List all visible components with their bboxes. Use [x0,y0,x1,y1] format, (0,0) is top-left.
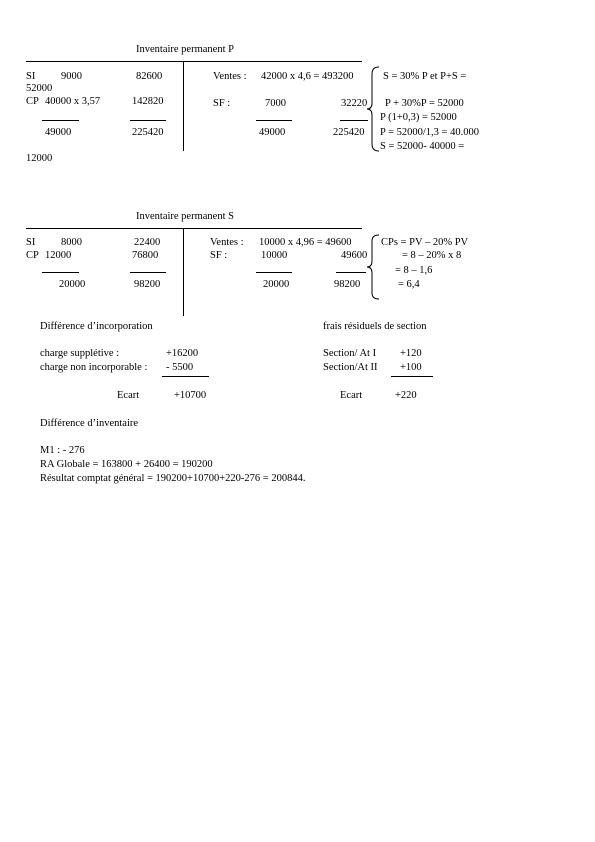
inv-p-sum-rule [340,120,368,121]
inv-p-top-rule [26,61,362,62]
diff-inv-title: Différence d’inventaire [40,418,139,429]
diff-incorp-sum-rule [162,376,209,377]
inv-s-note-4: = 6,4 [398,279,420,290]
inv-p-note-2: P + 30%P = 52000 [385,98,464,109]
inv-s-sum-rule [42,272,79,273]
diff-inv-m1: M1 : - 276 [40,445,85,456]
inv-p-total-qty-left: 49000 [45,127,72,138]
inv-p-si-qty: 9000 [61,71,82,82]
inv-s-sf-val: 49600 [341,250,368,261]
frais-row1-label: Section/ At I [323,348,377,359]
inv-p-cp-calc: 40000 x 3,57 [45,96,101,107]
inv-p-sum-rule [256,120,292,121]
inv-p-ventes-calc: 42000 x 4,6 = 493200 [261,71,354,82]
diff-inv-resultat: Résultat comptat général = 190200+10700+220-276 = 200844. [40,473,306,484]
frais-row2-val: +100 [400,362,422,373]
inv-p-ventes-label: Ventes : [213,71,247,82]
inv-s-note-2: = 8 – 20% x 8 [402,250,462,261]
diff-inv-ra-globale: RA Globale = 163800 + 26400 = 190200 [40,459,213,470]
frais-row1-val: +120 [400,348,422,359]
inv-s-title: Inventaire permanent S [136,211,234,222]
frais-ecart-val: +220 [395,390,417,401]
inv-p-note-5-wrap: 12000 [26,153,53,164]
inv-s-sf-qty: 10000 [261,250,288,261]
inv-s-sum-rule [336,272,366,273]
inv-p-note-3: P (1+0,3) = 52000 [380,112,457,123]
inv-s-total-qty-right: 20000 [263,279,290,290]
inv-p-wrap-52000: 52000 [26,83,53,94]
inv-s-cp-qty: 12000 [45,250,72,261]
inv-p-sf-val: 32220 [341,98,368,109]
inv-p-brace [366,66,380,152]
inv-s-sum-rule [130,272,166,273]
diff-incorp-ecart-label: Ecart [117,390,140,401]
inv-s-vertical-rule [183,229,184,316]
inv-s-brace [366,234,380,300]
inv-s-total-val-right: 98200 [334,279,361,290]
inv-p-title: Inventaire permanent P [136,44,234,55]
inv-s-note-3: = 8 – 1,6 [395,265,433,276]
inv-p-sf-qty: 7000 [265,98,286,109]
frais-row2-label: Section/At II [323,362,378,373]
inv-p-sum-rule [42,120,79,121]
inv-s-cp-label: CP [26,250,39,261]
inv-p-sf-label: SF : [213,98,231,109]
inv-p-cp-val: 142820 [132,96,164,107]
diff-incorp-ecart-val: +10700 [174,390,207,401]
inv-p-cp-label: CP [26,96,39,107]
inv-s-si-val: 22400 [134,237,161,248]
diff-incorp-row2-val: - 5500 [166,362,194,373]
inv-s-si-label: SI [26,237,36,248]
inv-s-ventes-calc: 10000 x 4,96 = 49600 [259,237,352,248]
inv-p-total-val-left: 225420 [132,127,164,138]
inv-s-total-val-left: 98200 [134,279,161,290]
inv-p-sum-rule [130,120,166,121]
inv-s-si-qty: 8000 [61,237,82,248]
inv-s-cp-val: 76800 [132,250,159,261]
inv-p-si-label: SI [26,71,36,82]
inv-p-note-1: S = 30% P et P+S = [383,71,467,82]
inv-p-vertical-rule [183,62,184,151]
frais-sum-rule [391,376,433,377]
diff-incorp-row1-val: +16200 [166,348,199,359]
diff-incorp-row1-label: charge supplétive : [40,348,120,359]
inv-p-note-5: S = 52000- 40000 = [380,141,465,152]
inv-s-top-rule [26,228,362,229]
inv-p-total-qty-right: 49000 [259,127,286,138]
inv-s-note-1: CPs = PV – 20% PV [381,237,469,248]
diff-incorp-row2-label: charge non incorporable : [40,362,148,373]
inv-s-sum-rule [256,272,292,273]
frais-ecart-label: Ecart [340,390,363,401]
frais-title: frais résiduels de section [323,321,427,332]
inv-s-ventes-label: Ventes : [210,237,244,248]
inv-s-total-qty-left: 20000 [59,279,86,290]
inv-p-si-val: 82600 [136,71,163,82]
inv-s-sf-label: SF : [210,250,228,261]
inv-p-note-4: P = 52000/1,3 = 40.000 [380,127,479,138]
inv-p-total-val-right: 225420 [333,127,365,138]
diff-incorp-title: Différence d’incorporation [40,321,153,332]
